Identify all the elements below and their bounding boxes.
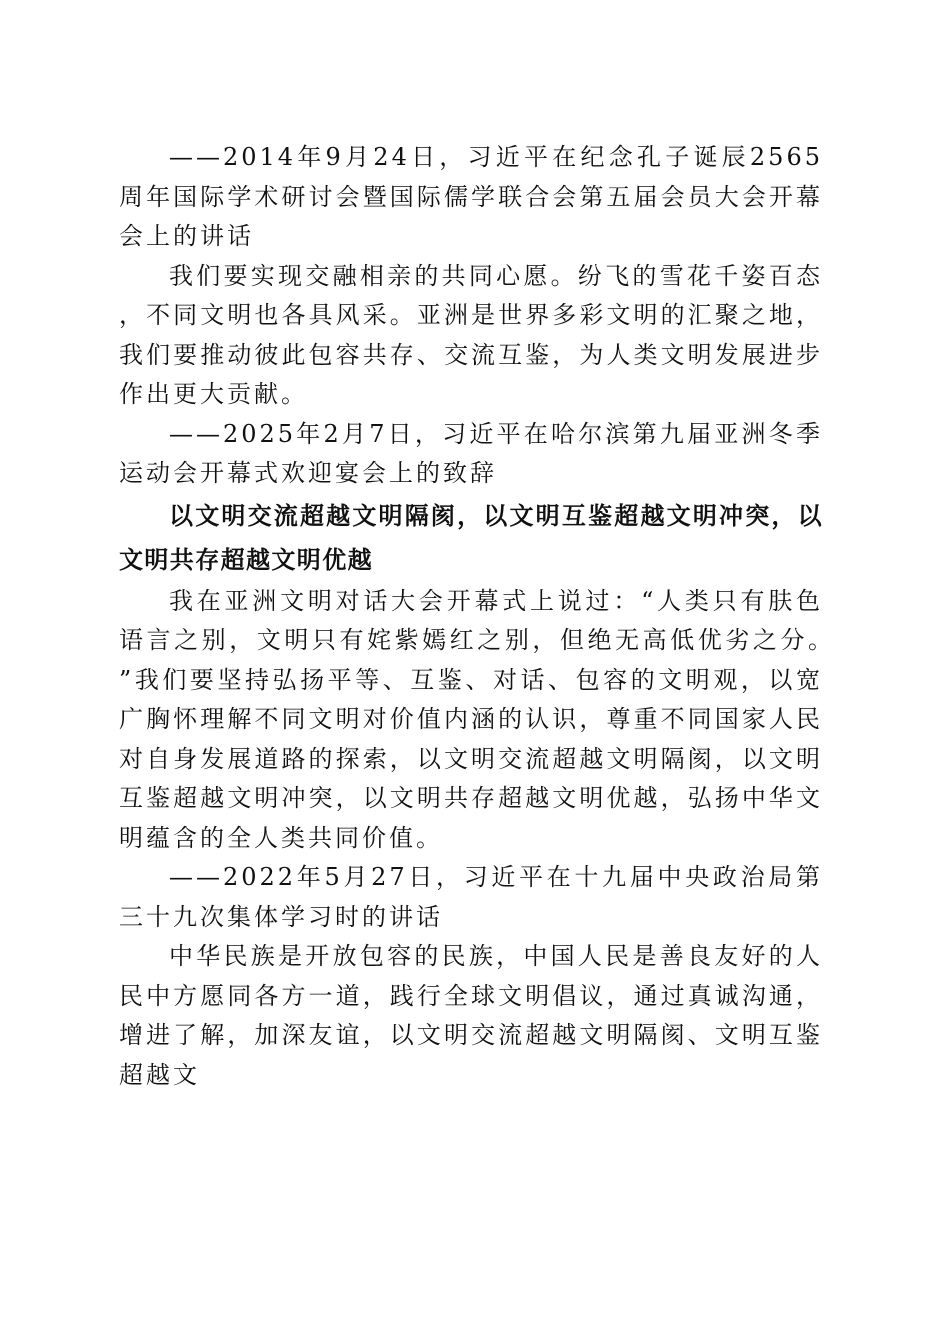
paragraph-open-inclusive-nation: 中华民族是开放包容的民族，中国人民是善良友好的人民中方愿同各方一道，践行全球文明倡议，通过真诚沟通，增进了解，加深友谊，以文明交流超越文明隔阂、文明互鉴超越文 <box>119 942 823 1089</box>
quote-source-2025: ——2025年2月7日，习近平在哈尔滨第九届亚洲冬季运动会开幕式欢迎宴会上的致辞 <box>119 419 823 487</box>
quote-source-2014: ——2014年9月24日，习近平在纪念孔子诞辰2565周年国际学术研讨会暨国际儒学联合会第五届会员大会开幕会上的讲话 <box>119 143 823 250</box>
section-heading: 以文明交流超越文明隔阂，以文明互鉴超越文明冲突，以文明共存超越文明优越 <box>119 501 823 574</box>
paragraph-shared-aspiration: 我们要实现交融相亲的共同心愿。纷飞的雪花千姿百态，不同文明也各具风采。亚洲是世界多彩文明的汇聚之地，我们要推动彼此包容共存、交流互鉴，为人类文明发展进步作出更大贡献。 <box>119 261 823 408</box>
paragraph-civilization-view: 我在亚洲文明对话大会开幕式上说过：“人类只有肤色语言之别，文明只有姹紫嫣红之别，但绝无高低优劣之分。”我们要坚持弘扬平等、互鉴、对话、包容的文明观，以宽广胸怀理解不同文明对价值内涵的认识，尊重不同国家人民对自身发展道路的探索，以文明交流超越文明隔阂，以文明互鉴超越文明冲突，以文明共存超越文明优越，弘扬中华文明蕴含的全人类共同价值。 <box>119 586 823 852</box>
quote-source-2022: ——2022年5月27日，习近平在十九届中央政治局第三十九次集体学习时的讲话 <box>119 863 823 931</box>
document-page <box>119 138 823 1095</box>
